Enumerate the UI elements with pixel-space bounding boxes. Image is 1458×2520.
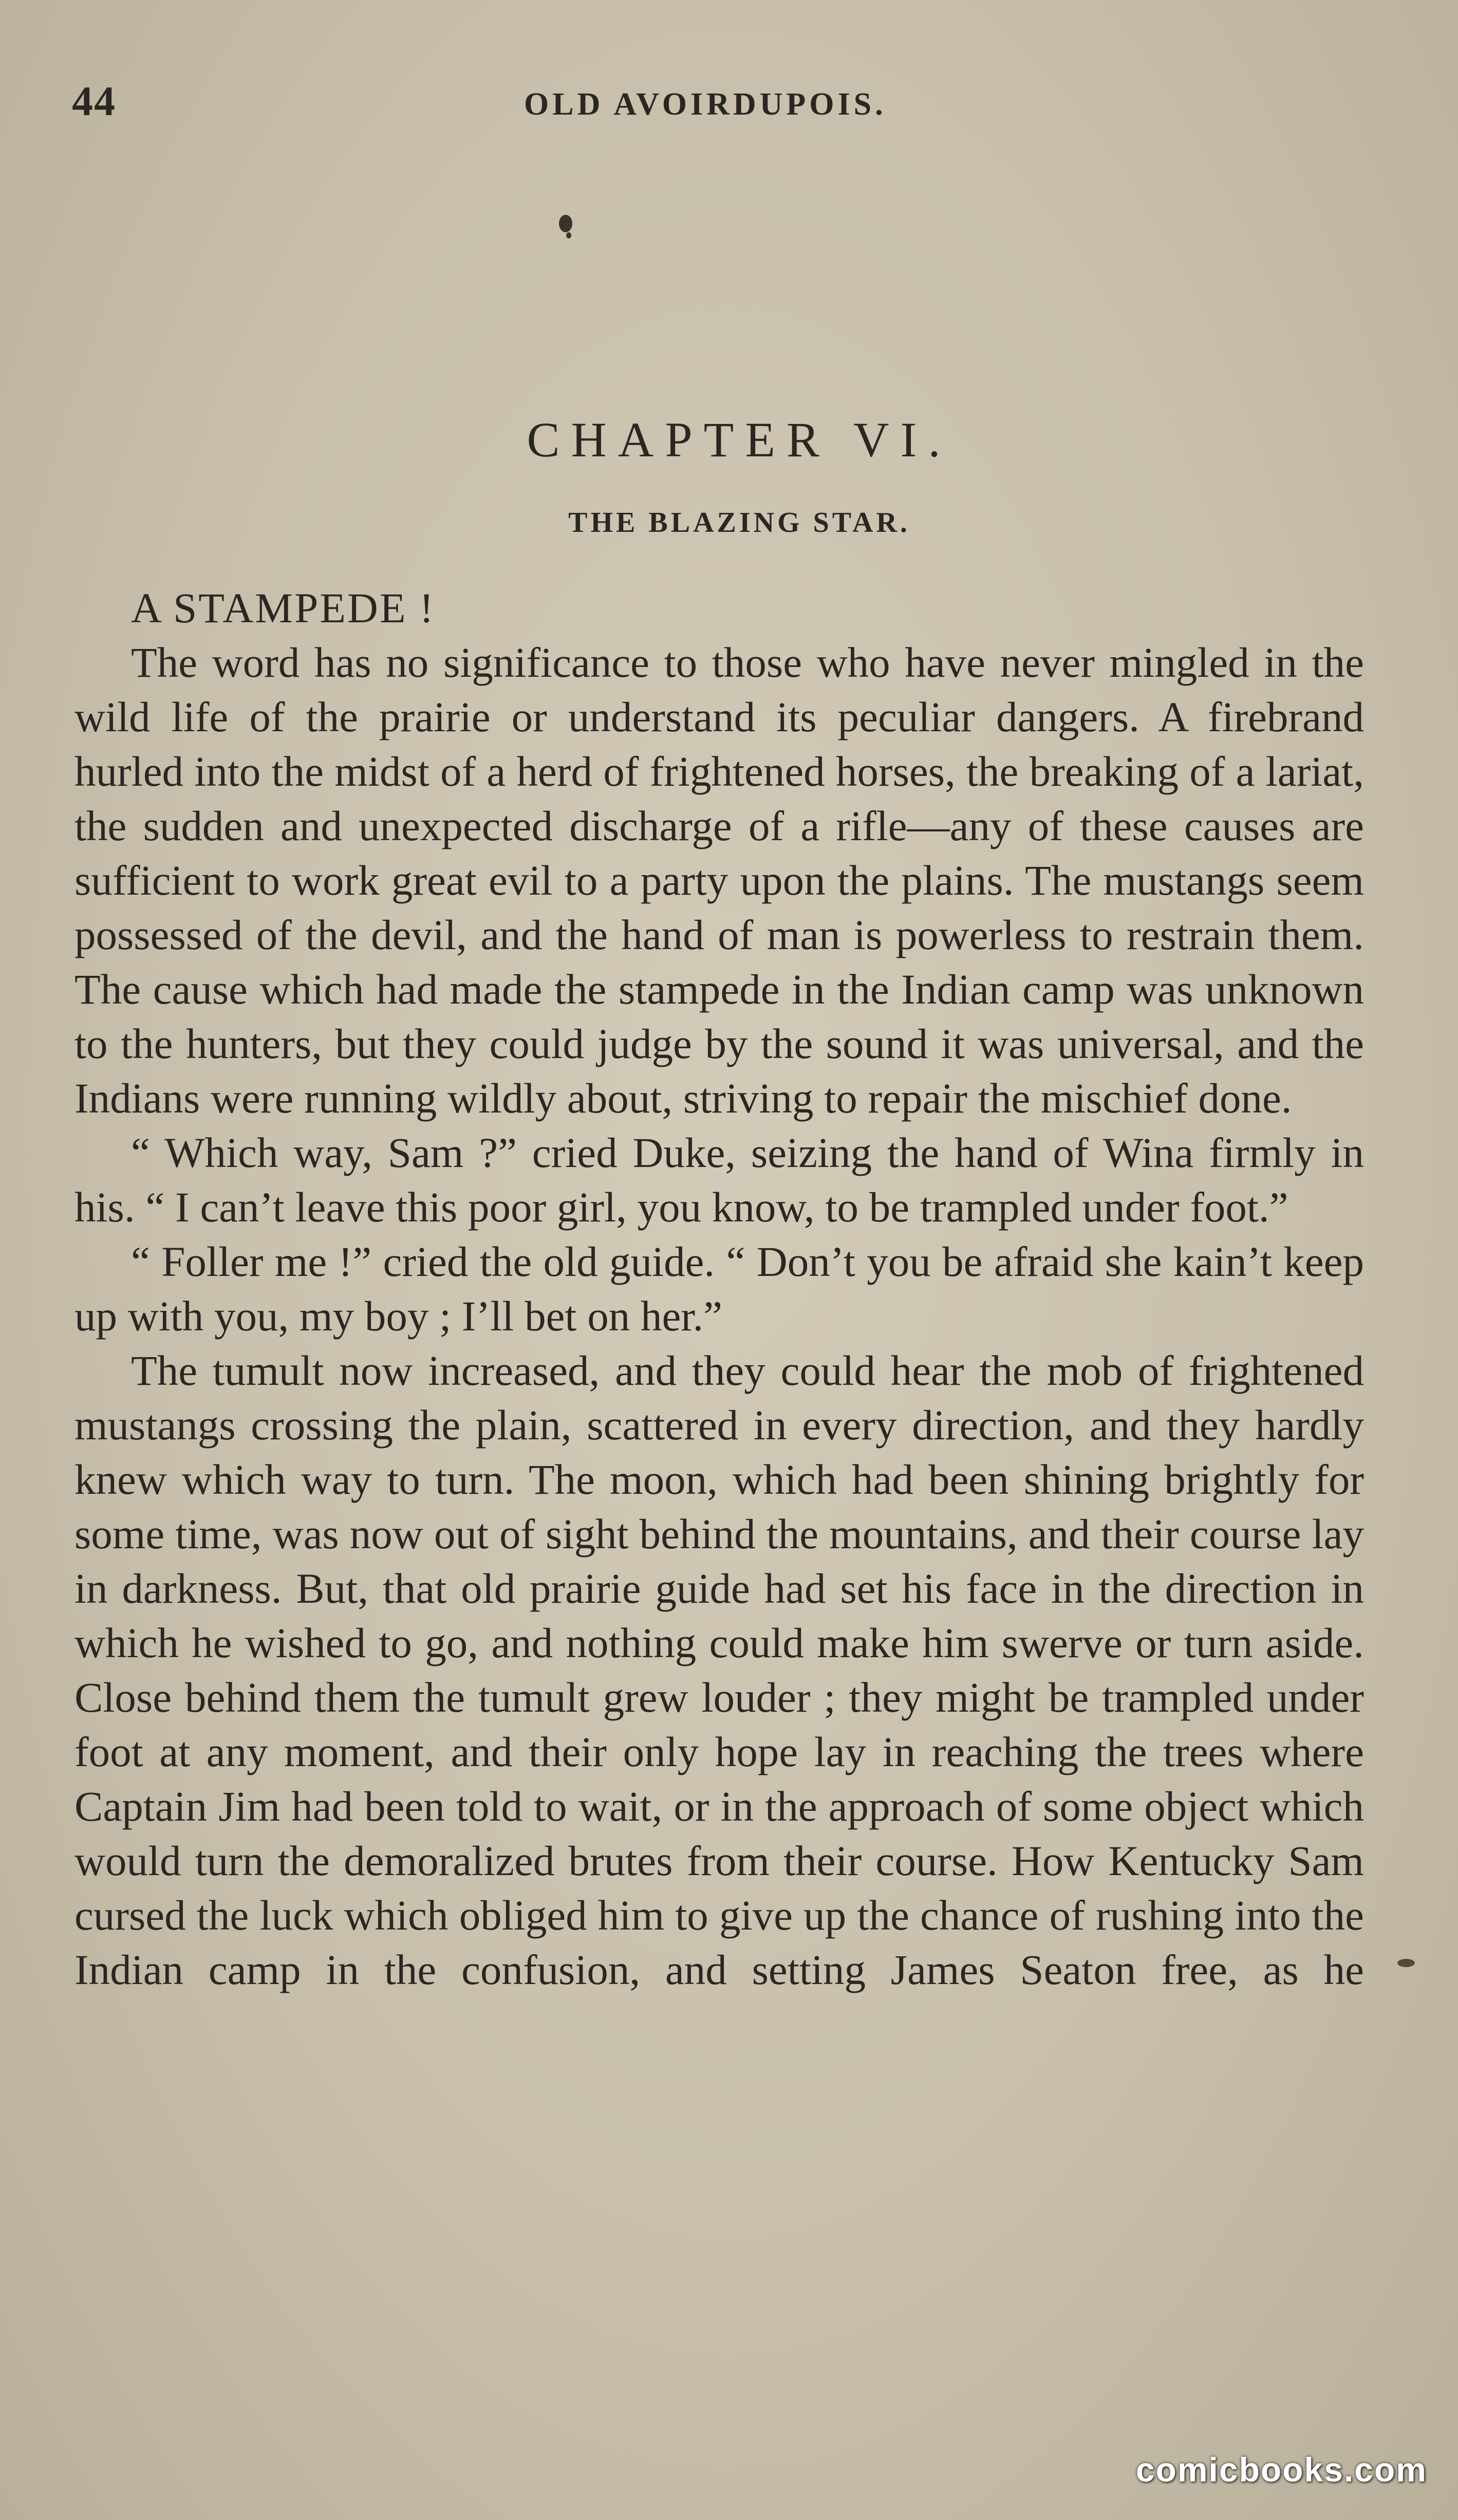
ink-speck: [1397, 1959, 1415, 1967]
chapter-title: CHAPTER VI.: [527, 412, 952, 467]
ink-speck: [566, 232, 571, 238]
opening-text: A STAMPEDE !: [131, 584, 435, 632]
page-header: [72, 77, 1376, 134]
opening-line: [74, 581, 1364, 635]
paragraph: “ Which way, Sam ?” cried Duke, seizing the hand of Wina firmly in his. “ I can’t leave this poor girl, you know, to be trampled under foot.”: [74, 1129, 1364, 1231]
paragraph: The word has no significance to those who have never mingled in the wild life of the prairie or understand its peculiar dangers. A firebrand hurled into the midst of a herd of frightened horses, the breaking of a lariat, the sudden and unexpected discharge of a rifle—any of these causes are sufficient to work great evil to a party upon the plains. The mustangs seem possessed of the devil, and the hand of man is powerless to restrain them. The cause which had made the stampede in the Indian camp was unknown to the hunters, but they could judge by the sound it was universal, and the Indians were running wildly about, striving to repair the mischief done.: [74, 639, 1364, 1122]
chapter-subtitle: THE BLAZING STAR.: [568, 507, 910, 539]
paragraph: “ Foller me !” cried the old guide. “ Don’t you be afraid she kain’t keep up with you, my boy ; I’ll bet on her.”: [74, 1238, 1364, 1340]
page-number: 44: [72, 78, 116, 124]
running-head: OLD AVOIRDUPOIS.: [524, 87, 887, 122]
ink-speck: [559, 215, 572, 232]
body-text: [74, 581, 1364, 1997]
paragraph: The tumult now increased, and they could hear the mob of frightened mustangs crossing the plain, scattered in every direction, and they hardly knew which way to turn. The moon, which had been shining brightly for some time, was now out of sight behind the mountains, and their course lay in darkness. But, that old prairie guide had set his face in the direction in which he wished to go, and nothing could make him swerve or turn aside. Close behind them the tumult grew louder ; they might be trampled under foot at any moment, and their only hope lay in reaching the trees where Captain Jim had been told to wait, or in the approach of some object which would turn the demoralized brutes from their course. How Kentucky Sam cursed the luck which obliged him to give up the chance of rushing into the Indian camp in the confusion, and setting James Seaton free, as he: [74, 1347, 1364, 1993]
watermark: comicbooks.com: [1135, 2451, 1427, 2489]
